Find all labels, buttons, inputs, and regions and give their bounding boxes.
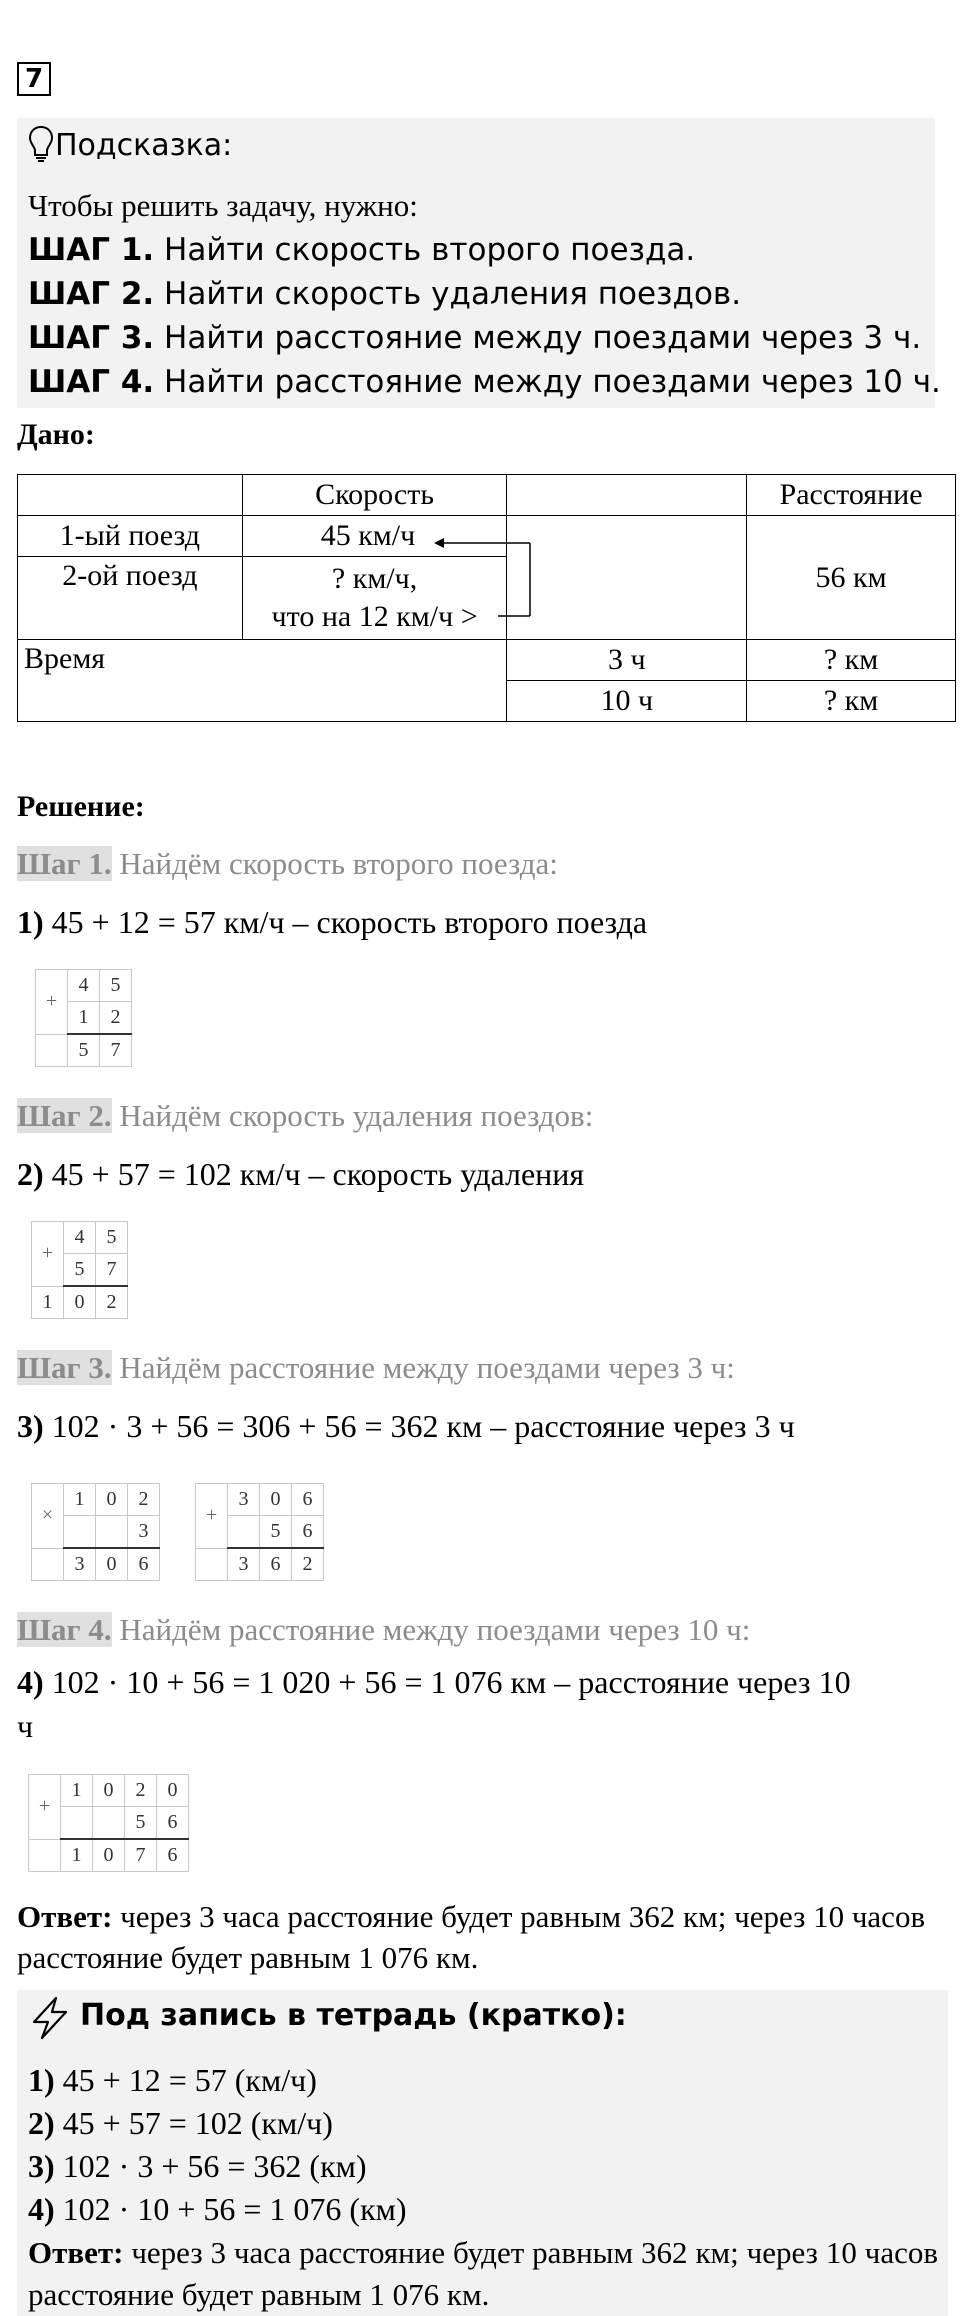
hint-step-1: ШАГ 1. Найти скорость второго поезда.: [28, 232, 696, 268]
solution-title: Решение:: [17, 790, 145, 823]
step3-title: Шаг 3. Найдём расстояние между поездами через 3 ч:: [17, 1350, 735, 1385]
step4-equation: 4) 102 · 10 + 56 = 1 020 + 56 = 1 076 км – расстояние через 10: [17, 1664, 851, 1700]
time-2-distance: ? км: [747, 681, 956, 722]
hint-step-3: ШАГ 3. Найти расстояние между поездами через 3 ч.: [28, 320, 922, 356]
note-line-1: 1) 45 + 12 = 57 (км/ч): [28, 2062, 317, 2098]
time-label: Время: [18, 640, 507, 722]
note-line-4: 4) 102 · 10 + 56 = 1 076 (км): [28, 2191, 407, 2227]
train2-speed: ? км/ч, что на 12 км/ч >: [242, 557, 507, 640]
header-distance: Расстояние: [747, 475, 956, 516]
column-calc-5: + 1 0 2 0 5 6 1 0 7 6: [28, 1774, 189, 1872]
step4-equation-wrap: ч: [17, 1708, 34, 1744]
hint-step-4: ШАГ 4. Найти расстояние между поездами через 10 ч.: [28, 364, 941, 400]
notes-answer: Ответ: через 3 часа расстояние будет равным 362 км; через 10 часов расстояние будет равным 1 076 км.: [28, 2235, 938, 2312]
step3-equation: 3) 102 · 3 + 56 = 306 + 56 = 362 км – расстояние через 3 ч: [17, 1408, 795, 1444]
step1-equation: 1) 45 + 12 = 57 км/ч – скорость второго поезда: [17, 904, 648, 940]
task-number: 7: [17, 62, 51, 96]
note-line-2: 2) 45 + 57 = 102 (км/ч): [28, 2105, 333, 2141]
header-speed: Скорость: [242, 475, 507, 516]
hint-title: Подсказка:: [55, 128, 233, 163]
time-2: 10 ч: [507, 681, 747, 722]
lightbulb-icon: [28, 124, 54, 164]
distance-value: 56 км: [747, 516, 956, 640]
comparison-arrow-icon: [430, 528, 540, 628]
train1-label: 1-ый поезд: [18, 516, 243, 557]
given-title: Дано:: [17, 418, 95, 451]
train1-speed: 45 км/ч: [242, 516, 507, 557]
notes-title: Под запись в тетрадь (кратко):: [80, 1998, 627, 2033]
step1-title: Шаг 1. Найдём скорость второго поезда:: [17, 846, 558, 881]
time-1-distance: ? км: [747, 640, 956, 681]
step2-title: Шаг 2. Найдём скорость удаления поездов:: [17, 1098, 594, 1133]
column-calc-3: × 1 0 2 3 3 0 6: [31, 1483, 160, 1581]
step2-equation: 2) 45 + 57 = 102 км/ч – скорость удаления: [17, 1156, 585, 1192]
time-1: 3 ч: [507, 640, 747, 681]
answer: Ответ: через 3 часа расстояние будет равным 362 км; через 10 часов расстояние будет равным 1 076 км.: [17, 1899, 926, 1975]
hint-intro: Чтобы решить задачу, нужно:: [28, 188, 418, 223]
note-line-3: 3) 102 · 3 + 56 = 362 (км): [28, 2148, 367, 2184]
lightning-icon: [30, 1996, 70, 2040]
column-calc-4: + 3 0 6 5 6 3 6 2: [195, 1483, 324, 1581]
step4-title: Шаг 4. Найдём расстояние между поездами через 10 ч:: [17, 1612, 751, 1647]
hint-step-2: ШАГ 2. Найти скорость удаления поездов.: [28, 276, 742, 312]
train2-label: 2-ой поезд: [18, 557, 243, 640]
column-calc-2: + 4 5 5 7 1 0 2: [31, 1221, 128, 1319]
column-calc-1: + 4 5 1 2 5 7: [35, 969, 132, 1067]
